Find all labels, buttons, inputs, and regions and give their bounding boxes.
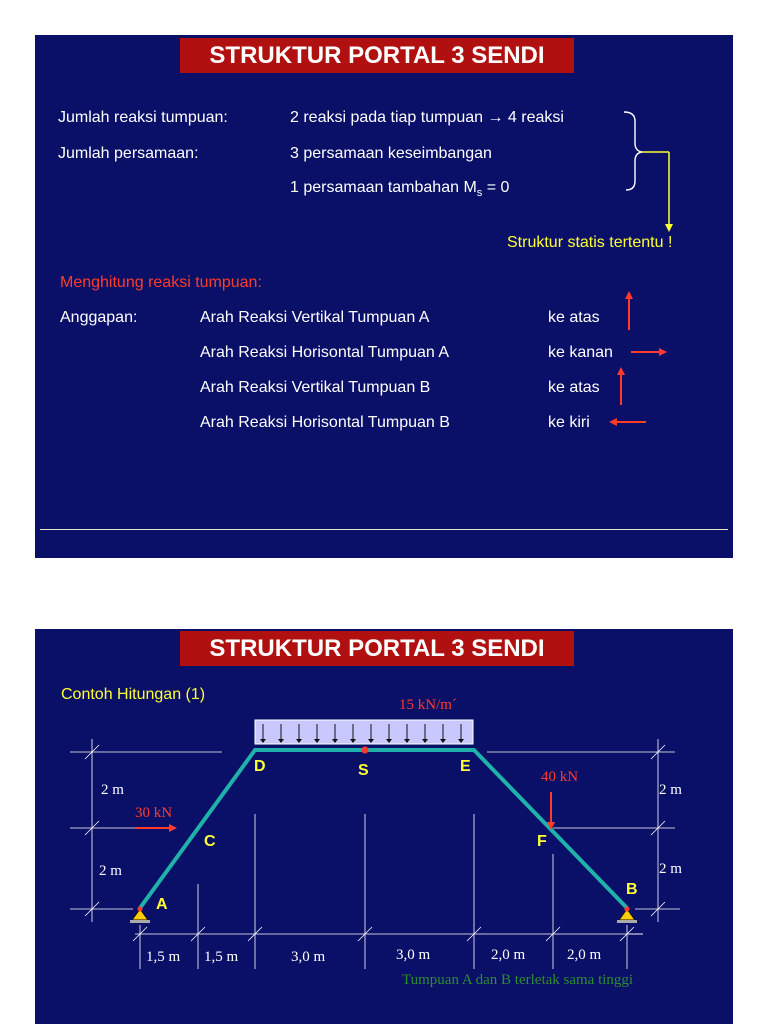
divider-line bbox=[40, 529, 728, 530]
node-f-label: F bbox=[537, 833, 547, 850]
portal-diagram bbox=[35, 629, 733, 1024]
row-1-value: 2 reaksi pada tiap tumpuan → 4 reaksi bbox=[290, 109, 564, 126]
span-5: 2,0 m bbox=[491, 947, 526, 963]
node-e-label: E bbox=[460, 758, 471, 775]
distributed-load-label: 15 kN/m´ bbox=[399, 697, 457, 713]
section-heading: Menghitung reaksi tumpuan: bbox=[60, 274, 262, 291]
node-a-label: A bbox=[156, 896, 168, 913]
node-b-label: B bbox=[626, 881, 638, 898]
slide-1 bbox=[35, 35, 733, 558]
yellow-arrow-head-icon bbox=[665, 224, 673, 232]
height-right-upper: 2 m bbox=[659, 782, 682, 798]
span-3: 3,0 m bbox=[291, 949, 326, 965]
row-2-label: Jumlah persamaan: bbox=[58, 145, 199, 162]
span-4: 3,0 m bbox=[396, 947, 431, 963]
span-1: 1,5 m bbox=[146, 949, 181, 965]
assumption-2-direction: ke kanan bbox=[548, 344, 613, 361]
conclusion-text: Struktur statis tertentu ! bbox=[507, 234, 673, 251]
node-c-label: C bbox=[204, 833, 216, 850]
row-3-subscript: s bbox=[476, 187, 483, 199]
assumption-3-text: Arah Reaksi Vertikal Tumpuan B bbox=[200, 379, 431, 396]
assumption-4-text: Arah Reaksi Horisontal Tumpuan B bbox=[200, 414, 450, 431]
point-load-right-label: 40 kN bbox=[541, 769, 579, 785]
assumption-4-direction: ke kiri bbox=[548, 414, 590, 431]
assumption-1-text: Arah Reaksi Vertikal Tumpuan A bbox=[200, 309, 430, 326]
assumption-3-direction: ke atas bbox=[548, 379, 600, 396]
slide-2-title: STRUKTUR PORTAL 3 SENDI bbox=[180, 631, 574, 666]
node-s-label: S bbox=[358, 762, 369, 779]
slide-2 bbox=[35, 629, 733, 1024]
row-1-label: Jumlah reaksi tumpuan: bbox=[58, 109, 228, 126]
row-2-value: 3 persamaan keseimbangan bbox=[290, 145, 492, 162]
node-d-label: D bbox=[254, 758, 266, 775]
assumption-1-direction: ke atas bbox=[548, 309, 600, 326]
assumption-2-text: Arah Reaksi Horisontal Tumpuan A bbox=[200, 344, 450, 361]
brace-and-arrow bbox=[35, 35, 733, 558]
distributed-load-box bbox=[255, 720, 473, 744]
assumption-label: Anggapan: bbox=[60, 309, 138, 326]
slide-1-title: STRUKTUR PORTAL 3 SENDI bbox=[180, 38, 574, 73]
row-3-suffix: = 0 bbox=[482, 179, 510, 196]
hinge-s-icon bbox=[362, 747, 369, 754]
example-label: Contoh Hitungan (1) bbox=[61, 686, 206, 703]
row-3-prefix: 1 persamaan tambahan M bbox=[290, 179, 477, 196]
span-6: 2,0 m bbox=[567, 947, 602, 963]
height-right-lower: 2 m bbox=[659, 861, 682, 877]
height-left-upper: 2 m bbox=[101, 782, 124, 798]
height-left-lower: 2 m bbox=[99, 863, 122, 879]
point-load-left-label: 30 kN bbox=[135, 805, 173, 821]
support-note: Tumpuan A dan B terletak sama tinggi bbox=[402, 972, 634, 988]
curly-brace-icon bbox=[624, 112, 642, 190]
support-b-icon bbox=[617, 907, 637, 924]
dimension-lines bbox=[70, 739, 680, 969]
span-2: 1,5 m bbox=[204, 949, 239, 965]
